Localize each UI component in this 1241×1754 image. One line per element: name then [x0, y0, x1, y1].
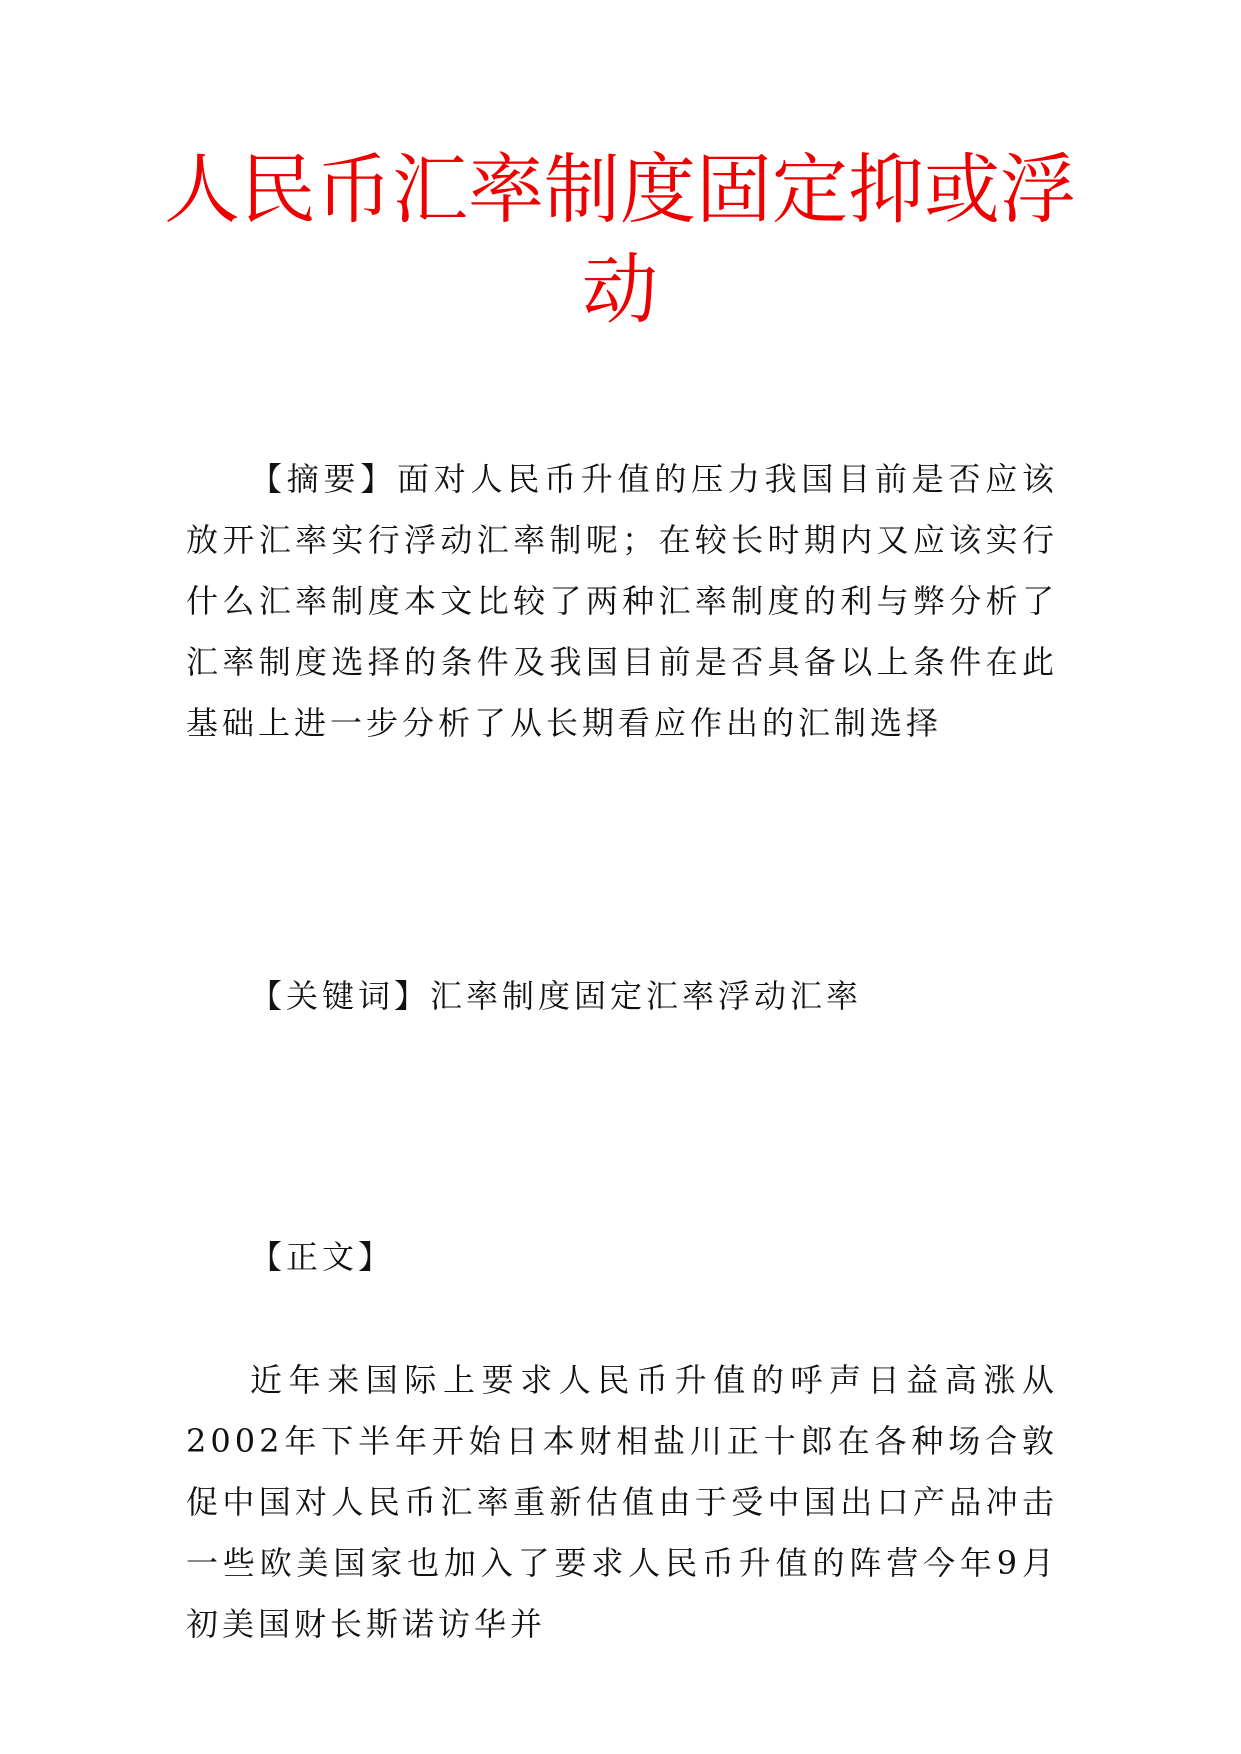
document-title: 人民币汇率制度固定抑或浮动: [164, 145, 1076, 334]
body-paragraph: 近年来国际上要求人民币升值的呼声日益高涨从2002年下半年开始日本财相盐川正十郎在各种场合敦促中国对人民币汇率重新估值由于受中国出口产品冲击一些欧美国家也加入了要求人民币升值的阵营今年9月初美国财长斯诺访华并: [186, 1361, 1058, 1643]
abstract-paragraph: 【摘要】面对人民币升值的压力我国目前是否应该放开汇率实行浮动汇率制呢；在较长时期内又应该实行什么汇率制度本文比较了两种汇率制度的利与弊分析了汇率制度选择的条件及我国目前是否具备以上条件在此基础上进一步分析了从长期看应作出的汇制选择: [186, 460, 1058, 742]
body-heading: 【正文】: [250, 1238, 395, 1276]
keywords-paragraph: 【关键词】汇率制度固定汇率浮动汇率: [250, 977, 863, 1015]
